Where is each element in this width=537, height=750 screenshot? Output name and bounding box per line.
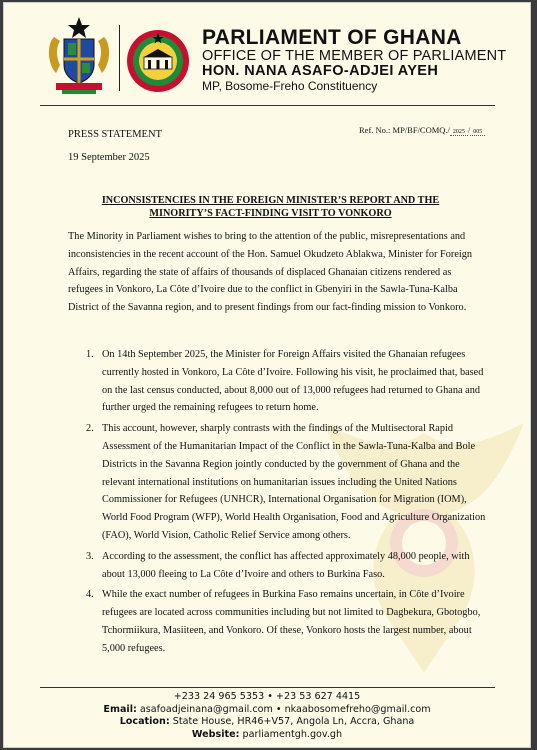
reference-separator: / <box>467 125 471 135</box>
list-item-text: On 14th September 2025, the Minister for Foreign Affairs visited the Ghanaian refugees currently hosted in Vonkoro, La Côte d’Ivoire. Following his visit, he proclaimed that, based on the last census conducted, about 8,000 out of 13,000 refugees had returned to Ghana and further urged the remaining refugees to return home. <box>102 349 484 414</box>
footer-location: State House, HR46+V57, Angola Ln, Accra, Ghana <box>172 716 415 728</box>
footer-contact <box>4 691 530 741</box>
statement-title-line: INCONSISTENCIES IN THE FOREIGN MINISTER’S REPORT AND THE <box>101 195 440 206</box>
list-item-number: 1. <box>86 349 94 360</box>
numbered-points <box>68 346 486 661</box>
header-rule <box>40 105 495 106</box>
letterhead-text <box>202 27 506 93</box>
footer-email-line <box>4 704 530 717</box>
letterhead <box>4 3 530 111</box>
list-item-number: 4. <box>86 589 94 601</box>
letterhead-title: PARLIAMENT OF GHANA <box>202 26 462 49</box>
footer-email-label: Email: <box>103 703 137 715</box>
reference-number <box>359 125 485 136</box>
list-item <box>68 586 486 657</box>
footer-location-label: Location: <box>119 716 170 728</box>
parliament-seal-icon <box>126 29 190 93</box>
list-item <box>68 346 486 417</box>
statement-title-line: MINORITY’S FACT-FINDING VISIT TO VONKORO <box>149 208 392 219</box>
footer-location-line <box>4 716 530 729</box>
document-page <box>3 2 531 748</box>
reference-serial: 005 <box>470 129 485 136</box>
footer-website[interactable]: parliamentgh.gov.gh <box>242 728 343 740</box>
reference-prefix: Ref. No.: MP/BF/COMQ./ <box>359 125 450 135</box>
footer-phones: +233 24 965 5353 • +23 53 627 4415 <box>173 691 361 702</box>
list-item-number: 2. <box>86 423 94 435</box>
document-type: PRESS STATEMENT <box>68 129 162 140</box>
reference-year: 2025 <box>450 129 468 136</box>
list-item <box>68 420 486 545</box>
document-date: 19 September 2025 <box>68 152 150 163</box>
footer-emails[interactable]: asafoadjeinana@gmail.com • nkaabosomefreho@gmail.com <box>139 703 431 715</box>
list-item-text: This account, however, sharply contrasts with the findings of the Multisectoral Rapid Assessment of the Humanitarian Impact of the Conflict in the Sawla-Tuna-Kalba and Bole Districts in the Savanna Region jointly conducted by the government of Ghana and the relevant international institutions on humanitarian issues including the United Nations Commissioner for Refugees (UNHCR), International Organisation for Migration (IOM), World Food Program (WFP), World Health Organisation, Food and Agriculture Organization (FAO), World Vision, Catholic Relief Service among others. <box>102 423 486 541</box>
footer-website-label: Website: <box>191 728 240 740</box>
list-item-number: 3. <box>86 550 94 562</box>
letterhead-office: OFFICE OF THE MEMBER OF PARLIAMENT <box>202 48 507 64</box>
footer-website-line <box>4 729 530 742</box>
list-item-text: According to the assessment, the conflict has affected approximately 48,000 people, with about 13,000 fleeing to La Côte d’Ivoire and others to Burkina Faso. <box>102 550 470 580</box>
coat-of-arms-icon <box>44 15 114 95</box>
statement-title <box>68 194 473 220</box>
list-item <box>68 548 486 584</box>
header-divider <box>119 25 120 91</box>
intro-paragraph: The Minority in Parliament wishes to bring to the attention of the public, misrepresentations and inconsistencies in the recent account of the Hon. Samuel Okudzeto Ablakwa, Minister for Foreign Affairs, regarding the state of affairs of thousands of displaced Ghanaian citizens rendered as refugees in Vonkoro, La Côte d’Ivoire due to the conflict in Gbenyiri in the Sawla-Tuna-Kalba District of the Savanna region, and to present findings from our fact-finding mission to Vonkoro. <box>68 231 473 314</box>
letterhead-constituency: MP, Bosome-Freho Constituency <box>202 79 378 93</box>
letterhead-member: HON. NANA ASAFO-ADJEI AYEH <box>202 63 439 79</box>
footer-rule <box>40 687 495 688</box>
list-item-text: While the exact number of refugees in Burkina Faso remains uncertain, in Côte d’Ivoire refugees are located across communities including but not limited to Dagbekura, Gbotogbo, Tchormiikura, Masiiteen, and Vonkoro. Of these, Vonkoro hosts the largest number, about 5,000 refugees. <box>102 589 481 654</box>
